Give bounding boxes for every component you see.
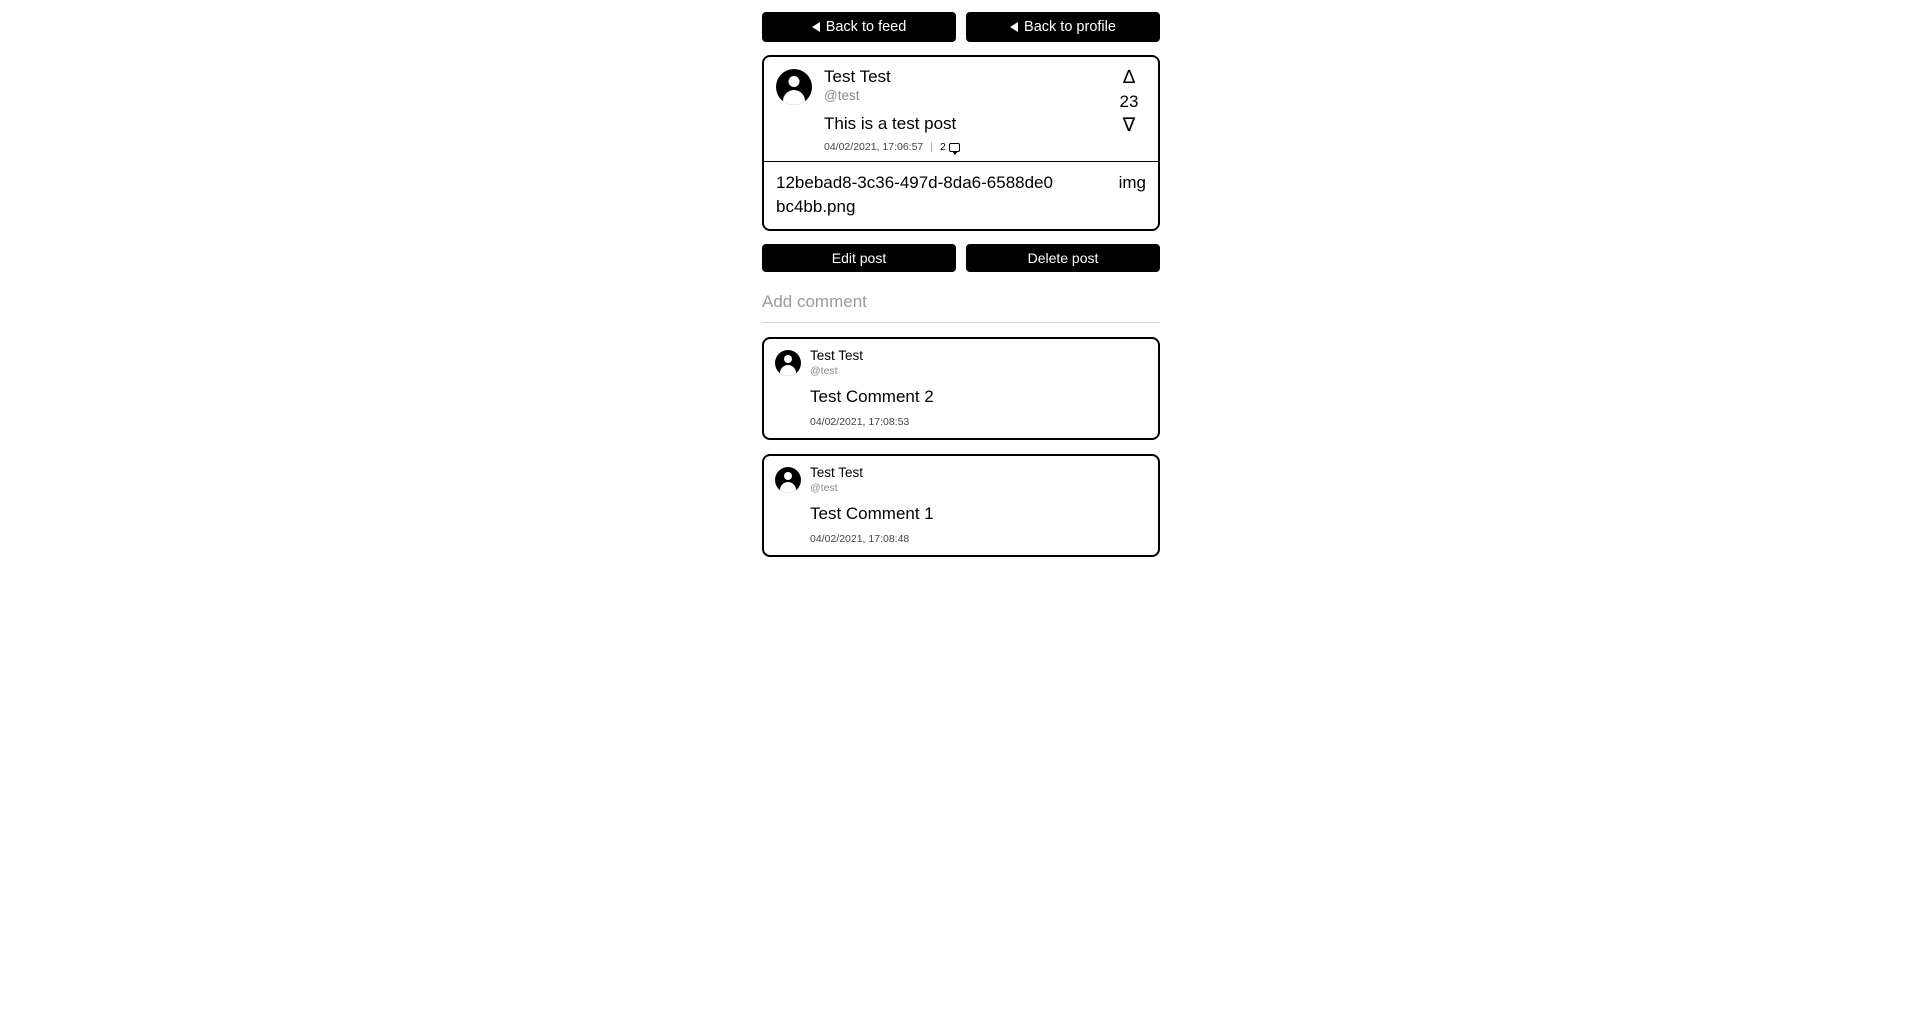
post-timestamp: 04/02/2021, 17:06:57 bbox=[824, 141, 924, 153]
comment-author-name: Test Test bbox=[810, 348, 864, 363]
comment-text: Test Comment 1 bbox=[810, 504, 934, 523]
post-meta bbox=[824, 141, 1146, 153]
edit-post-button[interactable]: Edit post bbox=[762, 244, 956, 272]
delete-post-button[interactable]: Delete post bbox=[966, 244, 1160, 272]
post-author-name: Test Test bbox=[824, 67, 891, 86]
post-card bbox=[762, 55, 1160, 231]
comment-author-name: Test Test bbox=[810, 465, 864, 480]
comment-list-item bbox=[762, 454, 1160, 557]
post-main bbox=[764, 57, 1158, 161]
vote-count: 23 bbox=[1119, 92, 1139, 111]
post-actions bbox=[762, 244, 1160, 272]
add-comment-input[interactable] bbox=[762, 290, 1160, 323]
attachment-type-label: img bbox=[1118, 173, 1146, 192]
comment-count-value: 2 bbox=[940, 141, 946, 153]
comment-text: Test Comment 2 bbox=[810, 387, 934, 406]
back-to-profile-label: Back to profile bbox=[1024, 19, 1116, 35]
avatar bbox=[776, 69, 812, 105]
post-body bbox=[824, 67, 1146, 153]
attachment-filename: 12bebad8-3c36-497d-8da6-6588de0bc4bb.png bbox=[776, 173, 1053, 216]
comment-author-handle: @test bbox=[810, 482, 838, 494]
comment-author-handle: @test bbox=[810, 365, 838, 377]
back-arrow-icon bbox=[1010, 22, 1018, 32]
downvote-icon[interactable]: ∇ bbox=[1122, 115, 1136, 136]
avatar bbox=[775, 467, 801, 493]
post-detail-column bbox=[762, 12, 1160, 557]
comment-body bbox=[810, 348, 1147, 428]
post-attachment[interactable] bbox=[764, 161, 1158, 229]
upvote-icon[interactable]: ∆ bbox=[1123, 67, 1135, 88]
comment-timestamp: 04/02/2021, 17:08:48 bbox=[810, 533, 910, 545]
post-text: This is a test post bbox=[824, 114, 957, 133]
comment-list-item bbox=[762, 337, 1160, 440]
back-arrow-icon bbox=[812, 22, 820, 32]
avatar bbox=[775, 350, 801, 376]
comment-timestamp: 04/02/2021, 17:08:53 bbox=[810, 416, 910, 428]
meta-separator: | bbox=[930, 141, 933, 153]
back-to-feed-label: Back to feed bbox=[825, 19, 907, 35]
comment-body bbox=[810, 465, 1147, 545]
comment-bubble-icon bbox=[949, 143, 960, 152]
back-to-profile-button[interactable] bbox=[966, 12, 1160, 42]
navigation-bar bbox=[762, 12, 1160, 42]
post-comment-count bbox=[940, 141, 960, 153]
back-to-feed-button[interactable] bbox=[762, 12, 956, 42]
post-author-handle: @test bbox=[824, 88, 860, 103]
vote-controls bbox=[1112, 67, 1146, 137]
